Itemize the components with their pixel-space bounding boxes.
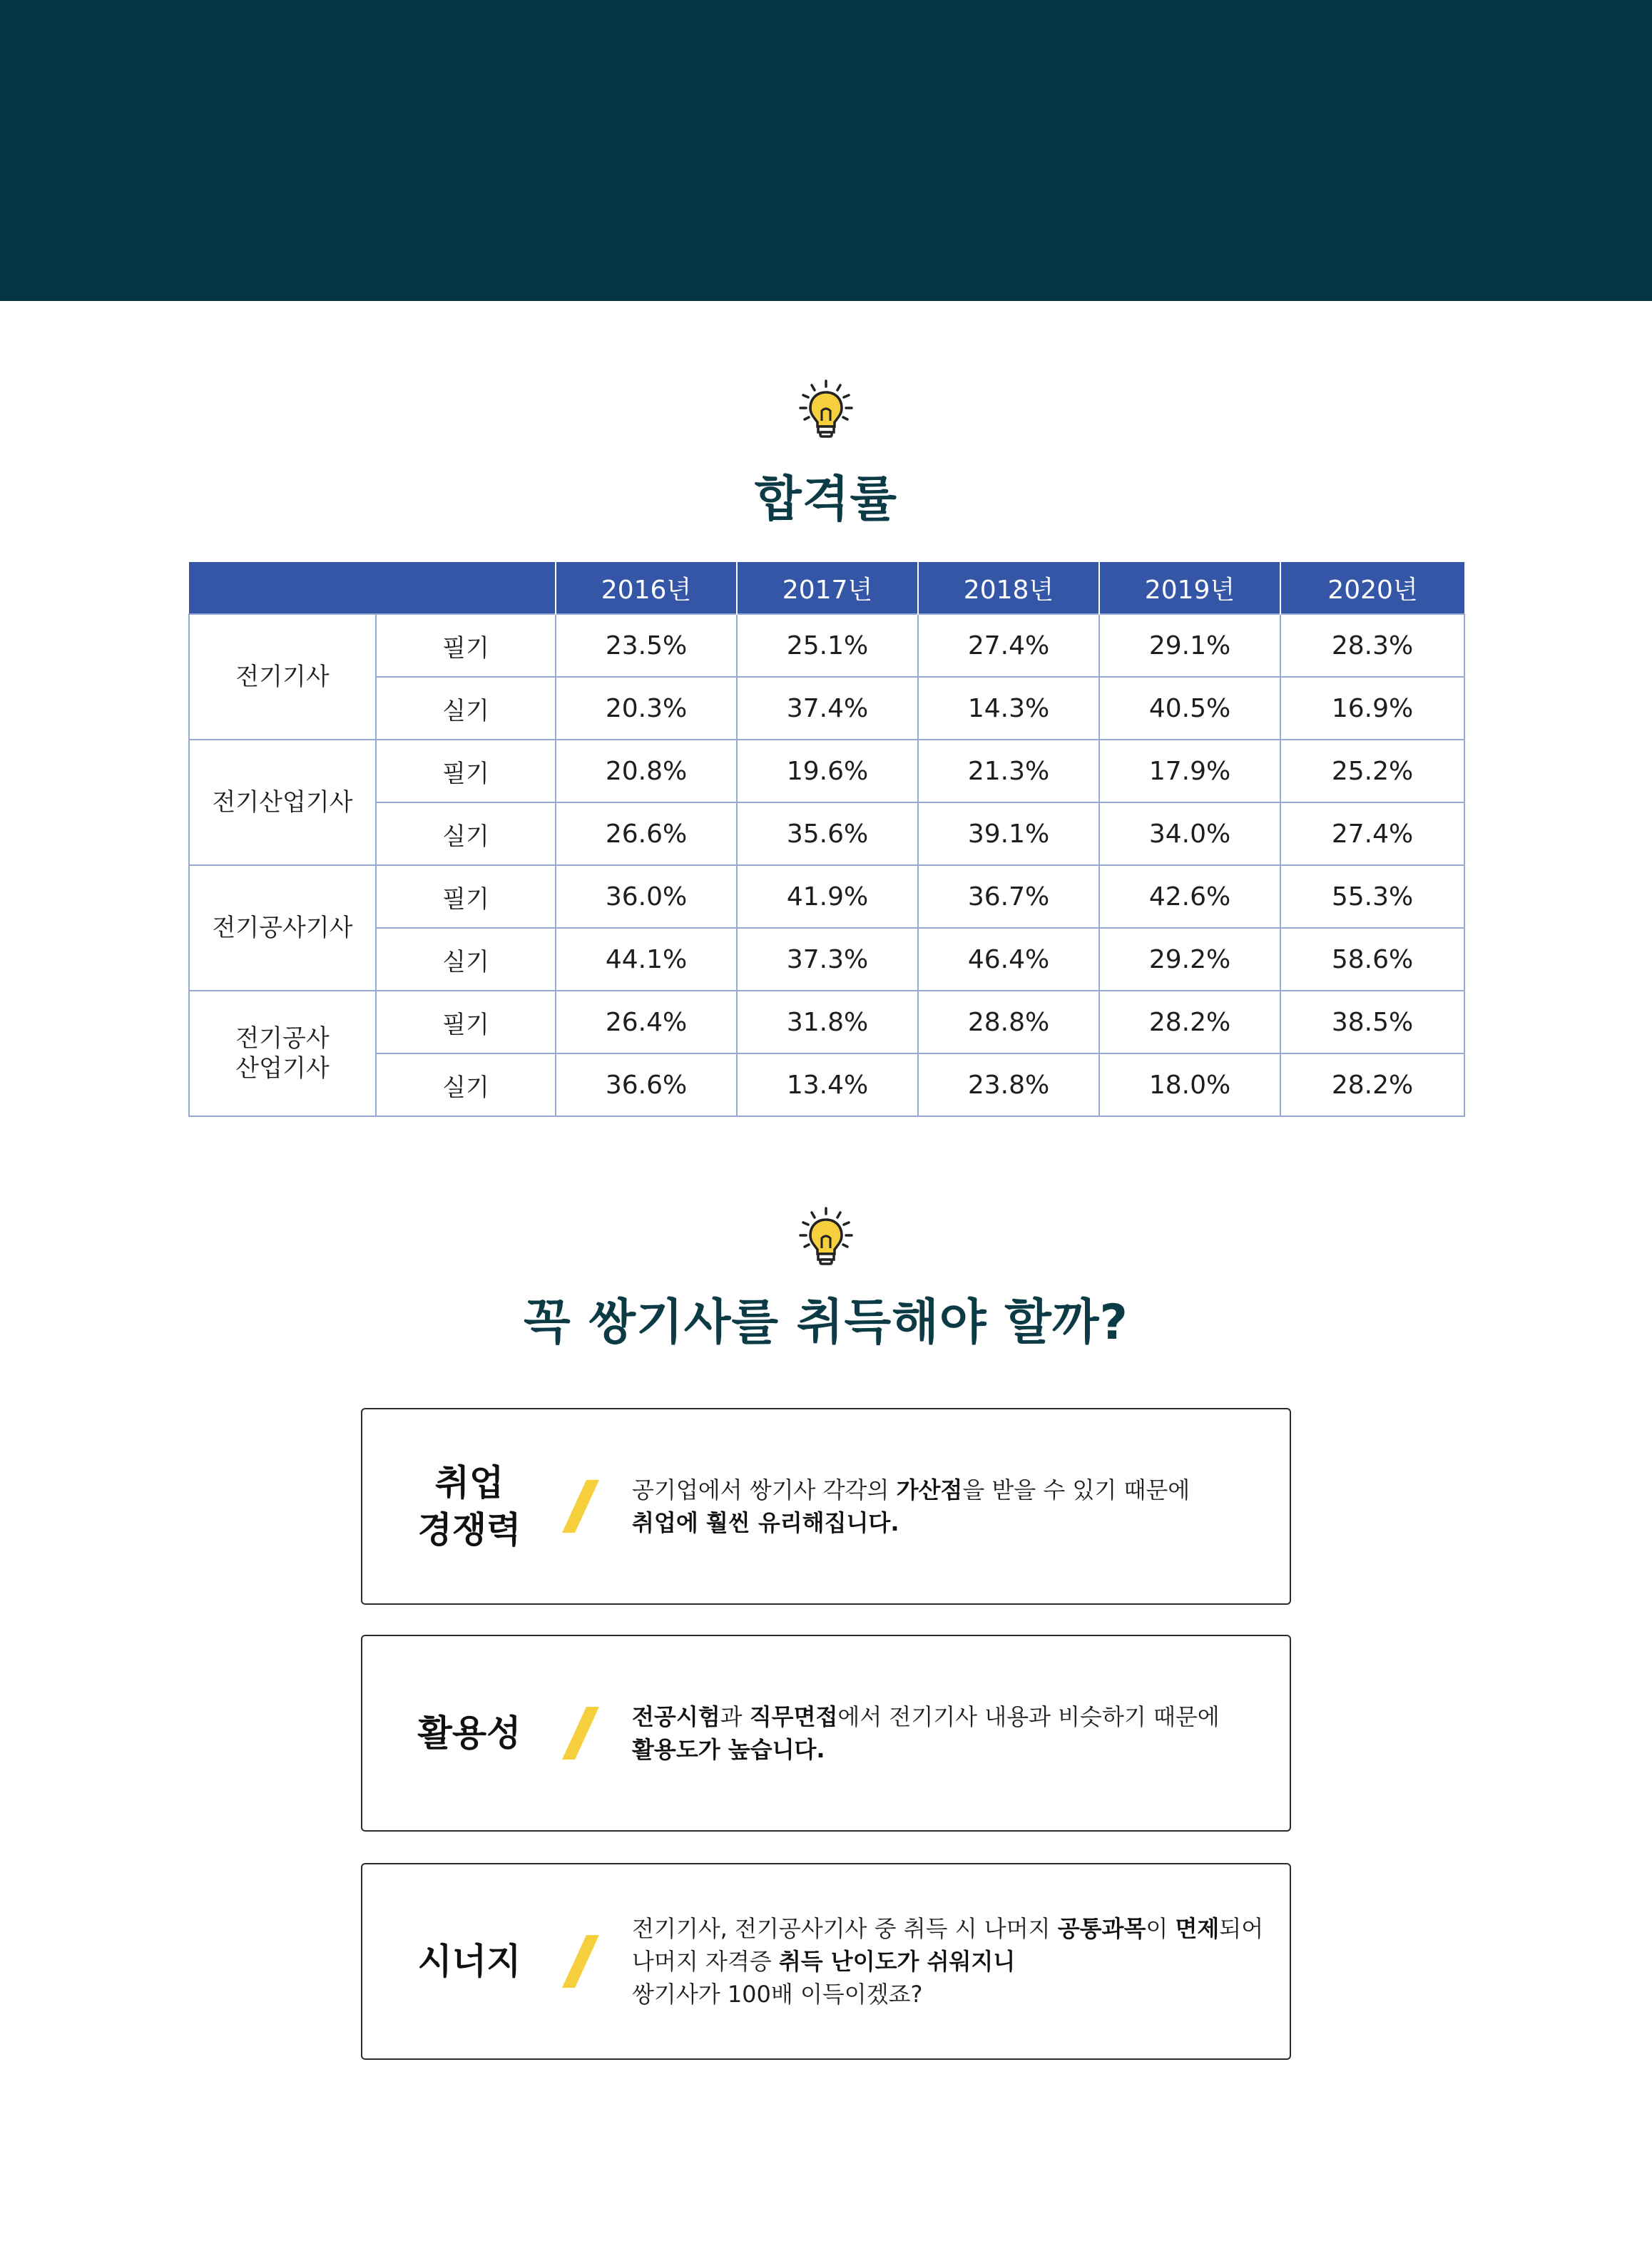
card-label: 시너지 — [417, 1941, 521, 1982]
text-run: 을 받을 수 있기 때문에 — [962, 1476, 1190, 1504]
rate-cell: 36.7% — [918, 865, 1099, 928]
table-header-year: 2016년 — [556, 562, 737, 614]
table-header-year: 2018년 — [918, 562, 1099, 614]
exam-type: 필기 — [376, 991, 556, 1053]
pass-rate-table — [188, 562, 1465, 1117]
rate-cell: 40.5% — [1099, 677, 1280, 740]
card-text — [632, 1864, 1274, 2058]
benefit-card — [361, 1635, 1291, 1832]
rate-cell: 23.8% — [918, 1053, 1099, 1116]
bold-text-run: 면제 — [1175, 1915, 1220, 1942]
rate-cell: 39.1% — [918, 802, 1099, 865]
slash-icon — [555, 1932, 606, 1991]
exam-type: 실기 — [376, 677, 556, 740]
table-row — [189, 740, 1464, 802]
exam-type: 실기 — [376, 1053, 556, 1116]
rate-cell: 21.3% — [918, 740, 1099, 802]
exam-type: 필기 — [376, 865, 556, 928]
rate-cell: 26.6% — [556, 802, 737, 865]
table-header-year: 2019년 — [1099, 562, 1280, 614]
rate-cell: 46.4% — [918, 928, 1099, 991]
rate-cell: 27.4% — [1280, 802, 1464, 865]
text-run: 에서 전기기사 내용과 비슷하기 때문에 — [837, 1703, 1220, 1730]
card-text-line — [632, 1474, 1274, 1506]
rate-cell: 41.9% — [737, 865, 918, 928]
rate-cell: 37.3% — [737, 928, 918, 991]
rate-cell: 29.1% — [1099, 614, 1280, 677]
rate-cell: 28.8% — [918, 991, 1099, 1053]
lightbulb-icon — [790, 378, 862, 439]
card-label: 활용성 — [417, 1712, 521, 1754]
certificate-name: 전기산업기사 — [189, 740, 376, 865]
rate-cell: 13.4% — [737, 1053, 918, 1116]
rate-cell: 14.3% — [918, 677, 1099, 740]
table-header-blank — [189, 562, 556, 614]
rate-cell: 29.2% — [1099, 928, 1280, 991]
table-row — [189, 928, 1464, 991]
rate-cell: 20.8% — [556, 740, 737, 802]
card-text — [632, 1636, 1274, 1830]
table-row — [189, 1053, 1464, 1116]
card-text-line — [632, 1733, 1274, 1766]
header-banner — [0, 0, 1652, 301]
benefit-card — [361, 1863, 1291, 2060]
benefit-card — [361, 1408, 1291, 1605]
text-run: 전기기사, 전기공사기사 중 취득 시 나머지 — [632, 1915, 1058, 1942]
pass-rate-title: 합격률 — [754, 471, 898, 528]
rate-cell: 38.5% — [1280, 991, 1464, 1053]
certificate-name: 전기기사 — [189, 614, 376, 740]
text-run: 쌍기사가 100배 이득이겠죠? — [632, 1981, 923, 2008]
card-text-line — [632, 1506, 1274, 1539]
table-header-row — [189, 562, 1464, 614]
card-text-line — [632, 1912, 1274, 1945]
rate-cell: 25.1% — [737, 614, 918, 677]
table-row — [189, 991, 1464, 1053]
certificate-name: 전기공사기사 — [189, 865, 376, 991]
rate-cell: 55.3% — [1280, 865, 1464, 928]
text-run: 과 — [720, 1703, 750, 1730]
rate-cell: 42.6% — [1099, 865, 1280, 928]
slash-icon — [555, 1477, 606, 1536]
table-header-year: 2020년 — [1280, 562, 1464, 614]
exam-type: 실기 — [376, 802, 556, 865]
why-title: 꼭 쌍기사를 취득해야 할까? — [523, 1295, 1129, 1351]
table-header-year: 2017년 — [737, 562, 918, 614]
rate-cell: 20.3% — [556, 677, 737, 740]
card-text-line — [632, 1700, 1274, 1733]
lightbulb-icon — [790, 1205, 862, 1267]
rate-cell: 17.9% — [1099, 740, 1280, 802]
text-run: 나머지 자격증 — [632, 1948, 779, 1975]
rate-cell: 28.2% — [1099, 991, 1280, 1053]
rate-cell: 37.4% — [737, 677, 918, 740]
rate-cell: 44.1% — [556, 928, 737, 991]
text-run: 공기업에서 쌍기사 각각의 — [632, 1476, 897, 1504]
bold-text-run: 취득 난이도가 쉬워지니 — [778, 1948, 1016, 1975]
rate-cell: 28.3% — [1280, 614, 1464, 677]
rate-cell: 27.4% — [918, 614, 1099, 677]
rate-cell: 23.5% — [556, 614, 737, 677]
rate-cell: 58.6% — [1280, 928, 1464, 991]
text-run: 되어 — [1219, 1915, 1264, 1942]
bold-text-run: 활용도가 높습니다. — [632, 1736, 825, 1763]
table-row — [189, 802, 1464, 865]
card-text — [632, 1409, 1274, 1603]
bold-text-run: 가산점 — [896, 1476, 963, 1504]
slash-icon — [555, 1704, 606, 1762]
card-text-line — [632, 1978, 1274, 2011]
card-text-line — [632, 1945, 1274, 1978]
bold-text-run: 취업에 훨씬 유리해집니다. — [632, 1509, 899, 1536]
rate-cell: 28.2% — [1280, 1053, 1464, 1116]
rate-cell: 34.0% — [1099, 802, 1280, 865]
rate-cell: 35.6% — [737, 802, 918, 865]
table-row — [189, 865, 1464, 928]
exam-type: 필기 — [376, 614, 556, 677]
rate-cell: 26.4% — [556, 991, 737, 1053]
bold-text-run: 직무면접 — [749, 1703, 838, 1730]
certificate-name-line1: 전기공사 — [235, 1024, 330, 1053]
rate-cell: 36.0% — [556, 865, 737, 928]
exam-type: 실기 — [376, 928, 556, 991]
card-label — [362, 1409, 576, 1603]
rate-cell: 16.9% — [1280, 677, 1464, 740]
certificate-name — [189, 991, 376, 1116]
rate-cell: 25.2% — [1280, 740, 1464, 802]
bold-text-run: 전공시험 — [632, 1703, 720, 1730]
bold-text-run: 공통과목 — [1057, 1915, 1146, 1942]
rate-cell: 31.8% — [737, 991, 918, 1053]
table-row — [189, 614, 1464, 677]
table-row — [189, 677, 1464, 740]
rate-cell: 18.0% — [1099, 1053, 1280, 1116]
exam-type: 필기 — [376, 740, 556, 802]
card-label-line1: 취업 — [434, 1462, 504, 1504]
rate-cell: 19.6% — [737, 740, 918, 802]
rate-cell: 36.6% — [556, 1053, 737, 1116]
card-label-line2: 경쟁력 — [417, 1509, 521, 1551]
text-run: 이 — [1146, 1915, 1176, 1942]
certificate-name-line2: 산업기사 — [235, 1054, 330, 1083]
